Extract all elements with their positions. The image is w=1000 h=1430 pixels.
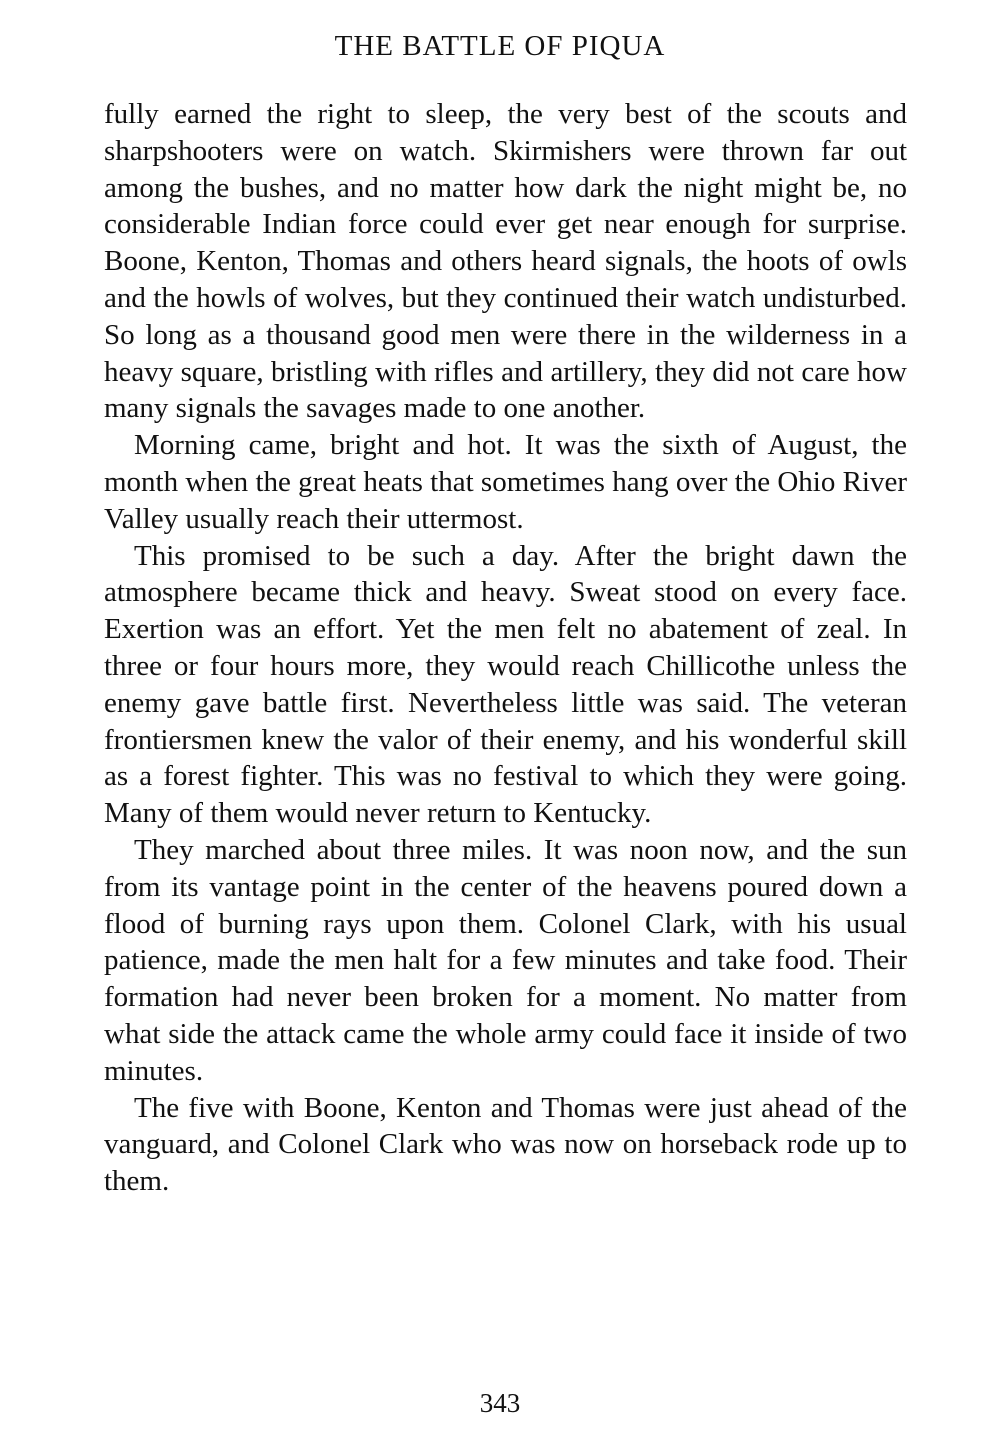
page-number: 343	[479, 1388, 521, 1418]
paragraph-3: This promised to be such a day. After the bright dawn the atmosphere became thick and heavy. Sweat stood on every face. Exertion was an effort. Yet the men felt no abatement of zeal. In three or four hours more, they would reach Chillicothe unless the enemy gave battle first. Nevertheless little was said. The veteran frontiersmen knew the valor of their enemy, and his wonderful skill as a forest fighter. This was no festival to which they were going. Many of them would never return to Kentucky.	[104, 539, 907, 830]
paragraph-5: The five with Boone, Kenton and Thomas were just ahead of the vanguard, and Colonel Clark who was now on horseback rode up to them.	[104, 1091, 907, 1198]
paragraph-2: Morning came, bright and hot. It was the sixth of August, the month when the great heats that sometimes hang over the Ohio River Valley usually reach their uttermost.	[104, 429, 907, 535]
running-head: THE BATTLE OF PIQUA	[334, 30, 666, 62]
paragraph-4: They marched about three miles. It was noon now, and the sun from its vantage point in the center of the heavens poured down a flood of burning rays upon them. Colonel Clark, with his usual patience, made the men halt for a few minutes and take food. Their formation had never been broken for a moment. No matter from what side the attack came the whole army could face it inside of two minutes.	[104, 833, 907, 1087]
body-text	[104, 96, 907, 1200]
paragraph-1: fully earned the right to sleep, the very best of the scouts and sharpshooters were on watch. Skirmishers were thrown far out among the bushes, and no matter how dark the night might be, no considerable Indian force could ever get near enough for surprise. Boone, Kenton, Thomas and others heard signals, the hoots of owls and the howls of wolves, but they continued their watch undisturbed. So long as a thousand good men were there in the wilderness in a heavy square, bristling with rifles and artillery, they did not care how many signals the savages made to one another.	[104, 98, 907, 425]
